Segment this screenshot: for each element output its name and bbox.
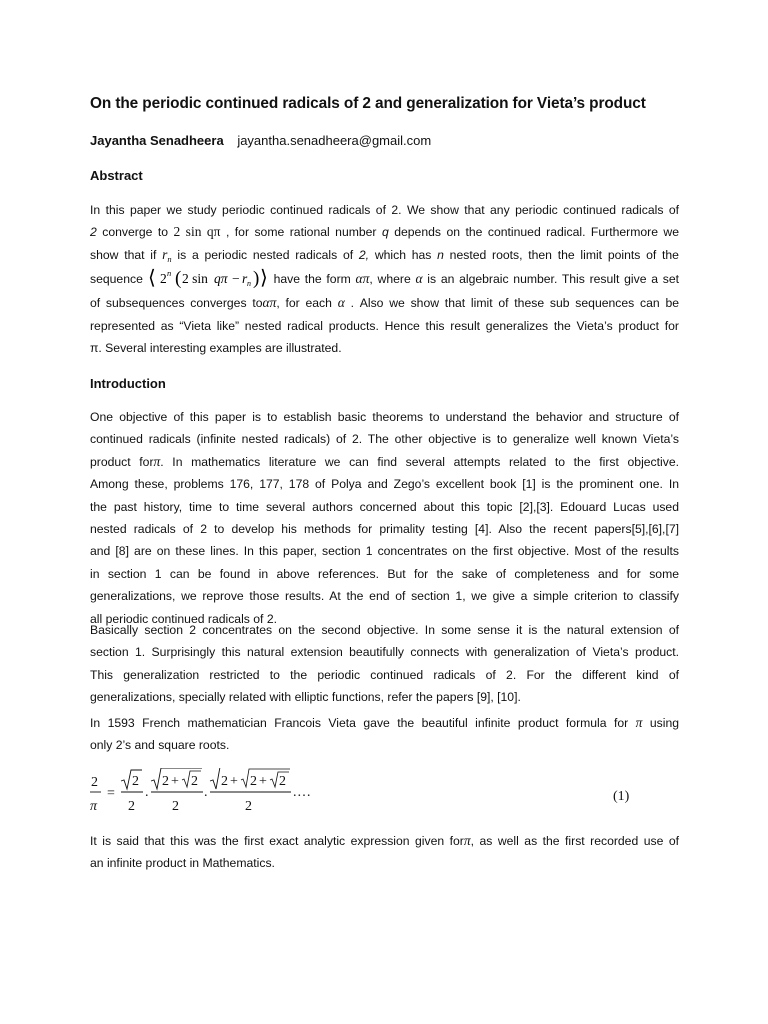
abstract-text: of subsequences converges to <box>90 296 263 311</box>
abstract-paragraph <box>90 199 679 359</box>
math-symbol: απ <box>355 271 370 287</box>
abstract-text: is an algebraic number. This result give a set <box>427 272 679 287</box>
intro-paragraph-2 <box>90 619 679 709</box>
svg-text:+: + <box>230 774 238 789</box>
abstract-text: 2 <box>90 225 97 240</box>
abstract-text: n <box>437 247 444 262</box>
intro-paragraph-4 <box>90 830 679 875</box>
svg-text:(: ( <box>174 268 181 290</box>
intro-line: in section 1 can be found in above references. But for the sake of completeness and for some <box>90 566 679 581</box>
intro-line: Basically section 2 concentrates on the second objective. In some sense it is the natural extension of <box>90 623 679 637</box>
abstract-text: show that if <box>90 247 157 262</box>
abstract-line: In this paper we study periodic continued radicals of 2. We show that any periodic continued radicals of <box>90 203 679 217</box>
svg-text:π: π <box>90 799 98 814</box>
abstract-line: π. Several interesting examples are illustrated. <box>90 340 342 355</box>
intro-line: and [8] are on these lines. In this paper, section 1 concentrates on the first objective. Most of the results <box>90 544 679 559</box>
equation-number: (1) <box>613 789 630 804</box>
svg-text:⟨: ⟨ <box>147 267 156 290</box>
svg-text:2: 2 <box>279 774 286 789</box>
intro-paragraph-1 <box>90 406 679 630</box>
svg-text:r: r <box>241 271 247 287</box>
abstract-line <box>90 221 679 243</box>
svg-text:n: n <box>166 268 171 279</box>
introduction-heading: Introduction <box>90 376 166 391</box>
svg-text:2: 2 <box>162 774 169 789</box>
svg-text:.: . <box>145 785 149 800</box>
svg-text:2: 2 <box>221 774 228 789</box>
svg-text:2 sin: 2 sin <box>181 271 208 287</box>
math-symbol: π <box>463 833 471 848</box>
abstract-text: which has <box>374 247 432 262</box>
abstract-text: is a periodic nested radicals of <box>177 247 354 262</box>
intro-line: product forπ. In mathematics literature we can find several attempts related to the first objective. <box>90 453 679 469</box>
abstract-text: sequence <box>90 272 143 287</box>
svg-text:⟩: ⟩ <box>259 267 268 290</box>
abstract-text: . Also we show that limit of these sub sequences can be <box>350 296 679 311</box>
paper-title: On the periodic continued radicals of 2 and generalization for Vieta’s product <box>90 95 646 112</box>
math-symbol: απ <box>262 295 277 311</box>
svg-text:qπ: qπ <box>213 271 228 287</box>
author-line <box>90 133 431 148</box>
svg-text:2: 2 <box>91 775 98 790</box>
svg-text:n: n <box>246 279 251 289</box>
svg-text:2: 2 <box>128 799 135 814</box>
abstract-text: nested roots, then the limit points of the <box>449 247 679 262</box>
math-expression: 2 sin qπ <box>173 224 221 240</box>
abstract-line: represented as “Vieta like” nested radical products. Hence this result generalizes the Vieta’s product for <box>90 318 679 333</box>
svg-text:2: 2 <box>250 774 257 789</box>
intro-paragraph-3 <box>90 712 679 757</box>
svg-text:.: . <box>293 785 297 800</box>
svg-text:2: 2 <box>191 774 198 789</box>
intro-line: generalizations, we reprove those results. At the end of section 1, we give a simple criterion to classify <box>90 589 679 604</box>
intro-line: Among these, problems 176, 177, 178 of Polya and Zego’s excellent book [1] is the prominent one. In <box>90 477 679 492</box>
intro-line: all periodic continued radicals of 2. <box>90 611 277 626</box>
abstract-text: , where <box>369 272 411 287</box>
abstract-text: have the form <box>273 272 351 287</box>
svg-text:): ) <box>252 268 259 290</box>
math-symbol: π <box>153 453 161 469</box>
svg-text:−: − <box>231 271 240 287</box>
ellipsis: … <box>297 785 311 800</box>
intro-line: This generalization restricted to the periodic continued radicals of 2. For the different kind of <box>90 667 679 682</box>
intro-line: It is said that this was the first exact analytic expression given forπ, as well as the first recorded use of <box>90 833 679 848</box>
sequence-expression <box>148 266 274 290</box>
intro-line: generalizations, specially related with elliptic functions, refer the papers [9], [10]. <box>90 690 521 705</box>
svg-text:2: 2 <box>245 799 252 814</box>
svg-text:+: + <box>259 774 267 789</box>
abstract-text: depends on the continued radical. Furthermore we <box>394 225 680 240</box>
math-symbol: α <box>337 295 345 311</box>
abstract-text: converge to <box>102 225 169 240</box>
abstract-text: , for some rational number <box>225 225 377 240</box>
author-email: jayantha.senadheera@gmail.com <box>237 133 432 148</box>
intro-line: One objective of this paper is to establish basic theorems to understand the behavior and structure of <box>90 410 679 424</box>
svg-text:2: 2 <box>159 271 167 287</box>
svg-text:2: 2 <box>172 799 179 814</box>
abstract-line <box>90 292 679 314</box>
abstract-line <box>90 244 679 266</box>
abstract-line <box>90 266 679 292</box>
author-name: Jayantha Senadheera <box>90 133 224 148</box>
vieta-formula <box>90 768 680 820</box>
abstract-heading: Abstract <box>90 168 143 183</box>
intro-line: In 1593 French mathematician Francois Vieta gave the beautiful infinite product formula for π using <box>90 715 680 730</box>
intro-line: only 2’s and square roots. <box>90 738 230 753</box>
intro-line: the past history, time to time several authors concerned about this topic [2],[3]. Edouard Lucas used <box>90 499 679 514</box>
math-symbol: $r_n$ <box>162 246 172 264</box>
math-symbol: α <box>415 271 423 287</box>
intro-line: nested radicals of 2 to develop his methods for primality testing [4]. Also the recent papers[5],[6],[7] <box>90 521 679 536</box>
svg-text:=: = <box>107 786 115 801</box>
intro-line: continued radicals (infinite nested radicals) of 2. The other objective is to generalize well known Vieta’s <box>90 432 679 447</box>
svg-text:+: + <box>171 774 179 789</box>
svg-text:.: . <box>204 785 208 800</box>
intro-line: section 1. Surprisingly this natural extension beautifully connects with generalization of Vieta’s product. <box>90 645 679 660</box>
math-symbol: π <box>635 715 643 730</box>
intro-line: an infinite product in Mathematics. <box>90 856 275 871</box>
abstract-text: 2, <box>358 247 370 262</box>
svg-text:2: 2 <box>132 774 139 789</box>
abstract-text: q <box>381 225 389 240</box>
abstract-text: , for each <box>276 296 332 311</box>
